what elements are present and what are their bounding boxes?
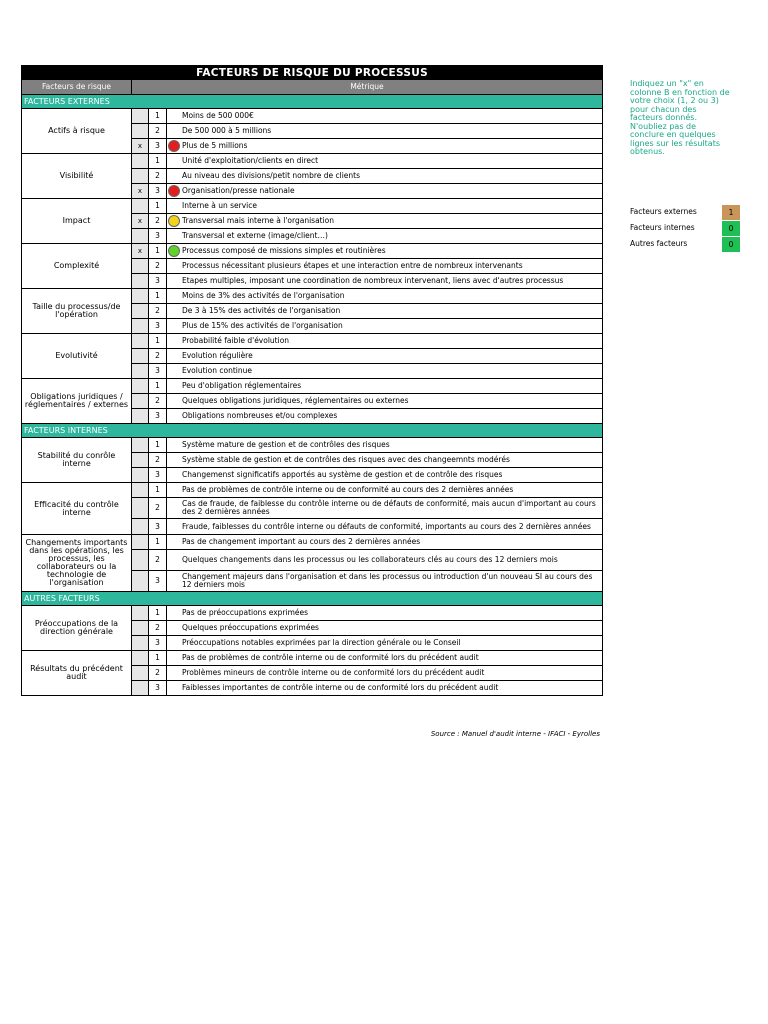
metric-cell bbox=[167, 535, 603, 550]
summary-label-autres: Autres facteurs bbox=[630, 239, 688, 248]
choice-cell[interactable] bbox=[132, 519, 149, 535]
instruction-note: Indiquez un "x" en colonne B en fonction de votre choix (1, 2 ou 3) pour chacun des facteurs donnés. N'oubliez pas de conclure en quelques lignes sur les résultats obtenus. bbox=[630, 79, 730, 156]
red-indicator-icon bbox=[168, 185, 180, 197]
factor-name: Complexité bbox=[22, 244, 132, 289]
metric-label: Obligations nombreuses et/ou complexes bbox=[182, 411, 338, 420]
factor-name: Préoccupations de la direction générale bbox=[22, 606, 132, 651]
level-number: 3 bbox=[149, 571, 167, 592]
choice-cell[interactable] bbox=[132, 651, 149, 666]
level-number: 3 bbox=[149, 409, 167, 424]
summary-label-internes: Facteurs internes bbox=[630, 223, 695, 232]
source-note: Source : Manuel d'audit interne - IFACI - Eyrolles bbox=[430, 730, 600, 738]
level-number: 3 bbox=[149, 139, 167, 154]
metric-label: Evolution régulière bbox=[182, 351, 253, 360]
header-factor: Facteurs de risque bbox=[22, 80, 132, 95]
level-number: 2 bbox=[149, 498, 167, 519]
table-row bbox=[22, 154, 603, 169]
metric-cell bbox=[167, 124, 603, 139]
choice-cell[interactable] bbox=[132, 453, 149, 468]
metric-cell bbox=[167, 184, 603, 199]
choice-cell[interactable]: x bbox=[132, 139, 149, 154]
section-row bbox=[22, 424, 603, 438]
level-number: 2 bbox=[149, 453, 167, 468]
metric-label: Peu d'obligation réglementaires bbox=[182, 381, 302, 390]
metric-cell bbox=[167, 259, 603, 274]
level-number: 1 bbox=[149, 606, 167, 621]
metric-label: Au niveau des divisions/petit nombre de clients bbox=[182, 171, 361, 180]
level-number: 3 bbox=[149, 681, 167, 696]
metric-cell bbox=[167, 550, 603, 571]
metric-label: Probabilité faible d'évolution bbox=[182, 336, 290, 345]
metric-label: Quelques changements dans les processus ou les collaborateurs clés au cours des 12 derniers mois bbox=[182, 555, 558, 564]
level-number: 1 bbox=[149, 483, 167, 498]
metric-label: Organisation/presse nationale bbox=[182, 186, 295, 195]
metric-cell bbox=[167, 666, 603, 681]
table-row bbox=[22, 289, 603, 304]
level-number: 3 bbox=[149, 364, 167, 379]
metric-label: Préoccupations notables exprimées par la direction générale ou le Conseil bbox=[182, 638, 461, 647]
choice-cell[interactable] bbox=[132, 571, 149, 592]
choice-cell[interactable] bbox=[132, 289, 149, 304]
choice-cell[interactable] bbox=[132, 109, 149, 124]
choice-cell[interactable] bbox=[132, 334, 149, 349]
level-number: 1 bbox=[149, 334, 167, 349]
choice-cell[interactable] bbox=[132, 229, 149, 244]
metric-label: De 3 à 15% des activités de l'organisation bbox=[182, 306, 341, 315]
metric-cell bbox=[167, 214, 603, 229]
sheet-title: FACTEURS DE RISQUE DU PROCESSUS bbox=[22, 66, 603, 80]
metric-label: Problèmes mineurs de contrôle interne ou de conformité lors du précédent audit bbox=[182, 668, 485, 677]
metric-label: Quelques préoccupations exprimées bbox=[182, 623, 319, 632]
metric-label: Processus nécessitant plusieurs étapes et une interaction entre de nombreux intervenants bbox=[182, 261, 523, 270]
metric-cell bbox=[167, 468, 603, 483]
metric-cell bbox=[167, 304, 603, 319]
level-number: 3 bbox=[149, 274, 167, 289]
table-row bbox=[22, 379, 603, 394]
choice-cell[interactable] bbox=[132, 319, 149, 334]
factor-name: Evolutivité bbox=[22, 334, 132, 379]
level-number: 1 bbox=[149, 109, 167, 124]
choice-cell[interactable] bbox=[132, 409, 149, 424]
level-number: 1 bbox=[149, 651, 167, 666]
table-row bbox=[22, 438, 603, 453]
choice-cell[interactable] bbox=[132, 636, 149, 651]
metric-label: Système mature de gestion et de contrôles des risques bbox=[182, 440, 390, 449]
level-number: 3 bbox=[149, 636, 167, 651]
level-number: 2 bbox=[149, 169, 167, 184]
choice-cell[interactable] bbox=[132, 483, 149, 498]
metric-label: Etapes multiples, imposant une coordination de nombreux intervenant, liens avec d'autres processus bbox=[182, 276, 564, 285]
summary-value-internes[interactable]: 0 bbox=[722, 221, 740, 236]
yellow-indicator-icon bbox=[168, 215, 180, 227]
metric-cell bbox=[167, 438, 603, 453]
metric-cell bbox=[167, 379, 603, 394]
factor-name: Visibilité bbox=[22, 154, 132, 199]
metric-cell bbox=[167, 483, 603, 498]
choice-cell[interactable] bbox=[132, 681, 149, 696]
choice-cell[interactable] bbox=[132, 124, 149, 139]
metric-cell bbox=[167, 154, 603, 169]
metric-cell bbox=[167, 244, 603, 259]
metric-label: Plus de 5 millions bbox=[182, 141, 248, 150]
factor-name: Taille du processus/de l'opération bbox=[22, 289, 132, 334]
level-number: 2 bbox=[149, 394, 167, 409]
choice-cell[interactable]: x bbox=[132, 214, 149, 229]
level-number: 2 bbox=[149, 214, 167, 229]
level-number: 2 bbox=[149, 666, 167, 681]
metric-cell bbox=[167, 364, 603, 379]
metric-label: Changemenst significatifs apportés au système de gestion et de contrôle des risques bbox=[182, 470, 503, 479]
level-number: 1 bbox=[149, 154, 167, 169]
choice-cell[interactable] bbox=[132, 666, 149, 681]
level-number: 2 bbox=[149, 349, 167, 364]
metric-cell bbox=[167, 139, 603, 154]
choice-cell[interactable]: x bbox=[132, 184, 149, 199]
summary-value-autres[interactable]: 0 bbox=[722, 237, 740, 252]
metric-cell bbox=[167, 289, 603, 304]
metric-label: Evolution continue bbox=[182, 366, 252, 375]
choice-cell[interactable] bbox=[132, 274, 149, 289]
table-row bbox=[22, 334, 603, 349]
factor-name: Résultats du précédent audit bbox=[22, 651, 132, 696]
metric-cell bbox=[167, 349, 603, 364]
choice-cell[interactable] bbox=[132, 468, 149, 483]
metric-label: Unité d'exploitation/clients en direct bbox=[182, 156, 319, 165]
metric-cell bbox=[167, 636, 603, 651]
metric-cell bbox=[167, 334, 603, 349]
metric-label: Faiblesses importantes de contrôle interne ou de conformité lors du précédent audit bbox=[182, 683, 499, 692]
choice-cell[interactable] bbox=[132, 259, 149, 274]
factor-name: Obligations juridiques / réglementaires / externes bbox=[22, 379, 132, 424]
level-number: 1 bbox=[149, 199, 167, 214]
table-row bbox=[22, 606, 603, 621]
factor-name: Changements importants dans les opérations, les processus, les collaborateurs ou la technologie de l'organisation bbox=[22, 535, 132, 592]
level-number: 1 bbox=[149, 535, 167, 550]
metric-cell bbox=[167, 681, 603, 696]
metric-label: Cas de fraude, de faiblesse du contrôle interne ou de défauts de conformité, mais aucun d'important au cours des 2 dernières années bbox=[182, 499, 596, 516]
red-indicator-icon bbox=[168, 140, 180, 152]
table-row bbox=[22, 199, 603, 214]
metric-cell bbox=[167, 274, 603, 289]
metric-cell bbox=[167, 169, 603, 184]
choice-cell[interactable] bbox=[132, 535, 149, 550]
level-number: 2 bbox=[149, 304, 167, 319]
choice-cell[interactable] bbox=[132, 349, 149, 364]
table-row bbox=[22, 651, 603, 666]
table-row bbox=[22, 535, 603, 550]
factor-name: Stabilité du conrôle interne bbox=[22, 438, 132, 483]
choice-cell[interactable] bbox=[132, 498, 149, 519]
metric-label: Fraude, faiblesses du contrôle interne ou défauts de conformité, importants au cours des 2 dernières années bbox=[182, 521, 591, 531]
metric-cell bbox=[167, 453, 603, 468]
level-number: 3 bbox=[149, 319, 167, 334]
section-row bbox=[22, 592, 603, 606]
choice-cell[interactable] bbox=[132, 379, 149, 394]
table-row bbox=[22, 244, 603, 259]
choice-cell[interactable] bbox=[132, 606, 149, 621]
metric-cell bbox=[167, 409, 603, 424]
choice-cell[interactable] bbox=[132, 364, 149, 379]
factor-name: Efficacité du contrôle interne bbox=[22, 483, 132, 535]
green-indicator-icon bbox=[168, 245, 180, 257]
summary-label-externes: Facteurs externes bbox=[630, 207, 697, 216]
choice-cell[interactable]: x bbox=[132, 244, 149, 259]
metric-cell bbox=[167, 519, 603, 535]
metric-cell bbox=[167, 498, 603, 519]
metric-cell bbox=[167, 571, 603, 592]
section-row bbox=[22, 95, 603, 109]
metric-label: Changement majeurs dans l'organisation et dans les processus ou introduction d'un nouveau SI au cours des 12 derniers mois bbox=[182, 572, 593, 589]
metric-label: Processus composé de missions simples et routinières bbox=[182, 246, 386, 255]
level-number: 3 bbox=[149, 519, 167, 535]
metric-label: Système stable de gestion et de contrôles des risques avec des changeemnts modérés bbox=[182, 455, 510, 464]
level-number: 3 bbox=[149, 229, 167, 244]
metric-label: Quelques obligations juridiques, réglementaires ou externes bbox=[182, 396, 409, 405]
level-number: 2 bbox=[149, 124, 167, 139]
factor-name: Impact bbox=[22, 199, 132, 244]
level-number: 3 bbox=[149, 184, 167, 199]
choice-cell[interactable] bbox=[132, 169, 149, 184]
metric-label: De 500 000 à 5 millions bbox=[182, 126, 272, 135]
metric-label: Pas de préoccupations exprimées bbox=[182, 608, 309, 617]
level-number: 1 bbox=[149, 289, 167, 304]
metric-label: Pas de problèmes de contrôle interne ou de conformité au cours des 2 dernières années bbox=[182, 485, 514, 494]
metric-label: Interne à un service bbox=[182, 201, 257, 210]
choice-cell[interactable] bbox=[132, 154, 149, 169]
metric-cell bbox=[167, 109, 603, 124]
choice-cell[interactable] bbox=[132, 304, 149, 319]
metric-label: Transversal et externe (image/client…) bbox=[182, 231, 328, 240]
metric-cell bbox=[167, 199, 603, 214]
level-number: 1 bbox=[149, 379, 167, 394]
section-title: FACTEURS INTERNES bbox=[22, 424, 603, 438]
metric-label: Pas de changement important au cours des 2 dernières années bbox=[182, 537, 421, 546]
table-row bbox=[22, 109, 603, 124]
metric-label: Plus de 15% des activités de l'organisation bbox=[182, 321, 343, 330]
factor-name: Actifs à risque bbox=[22, 109, 132, 154]
metric-cell bbox=[167, 621, 603, 636]
risk-factor-table bbox=[21, 65, 603, 696]
metric-cell bbox=[167, 394, 603, 409]
level-number: 2 bbox=[149, 621, 167, 636]
level-number: 2 bbox=[149, 259, 167, 274]
metric-label: Moins de 3% des activités de l'organisation bbox=[182, 291, 345, 300]
metric-label: Pas de problèmes de contrôle interne ou de conformité lors du précédent audit bbox=[182, 653, 479, 662]
metric-cell bbox=[167, 651, 603, 666]
metric-label: Transversal mais interne à l'organisation bbox=[182, 216, 335, 225]
choice-cell[interactable] bbox=[132, 199, 149, 214]
choice-cell[interactable] bbox=[132, 621, 149, 636]
choice-cell[interactable] bbox=[132, 550, 149, 571]
header-row bbox=[22, 80, 603, 95]
choice-cell[interactable] bbox=[132, 394, 149, 409]
section-title: FACTEURS EXTERNES bbox=[22, 95, 603, 109]
metric-cell bbox=[167, 606, 603, 621]
level-number: 1 bbox=[149, 438, 167, 453]
header-metric: Métrique bbox=[132, 80, 603, 95]
level-number: 3 bbox=[149, 468, 167, 483]
metric-label: Moins de 500 000€ bbox=[182, 111, 254, 120]
level-number: 2 bbox=[149, 550, 167, 571]
metric-cell bbox=[167, 229, 603, 244]
section-title: AUTRES FACTEURS bbox=[22, 592, 603, 606]
choice-cell[interactable] bbox=[132, 438, 149, 453]
title-row bbox=[22, 66, 603, 80]
summary-value-externes[interactable]: 1 bbox=[722, 205, 740, 220]
table-row bbox=[22, 483, 603, 498]
level-number: 1 bbox=[149, 244, 167, 259]
metric-cell bbox=[167, 319, 603, 334]
